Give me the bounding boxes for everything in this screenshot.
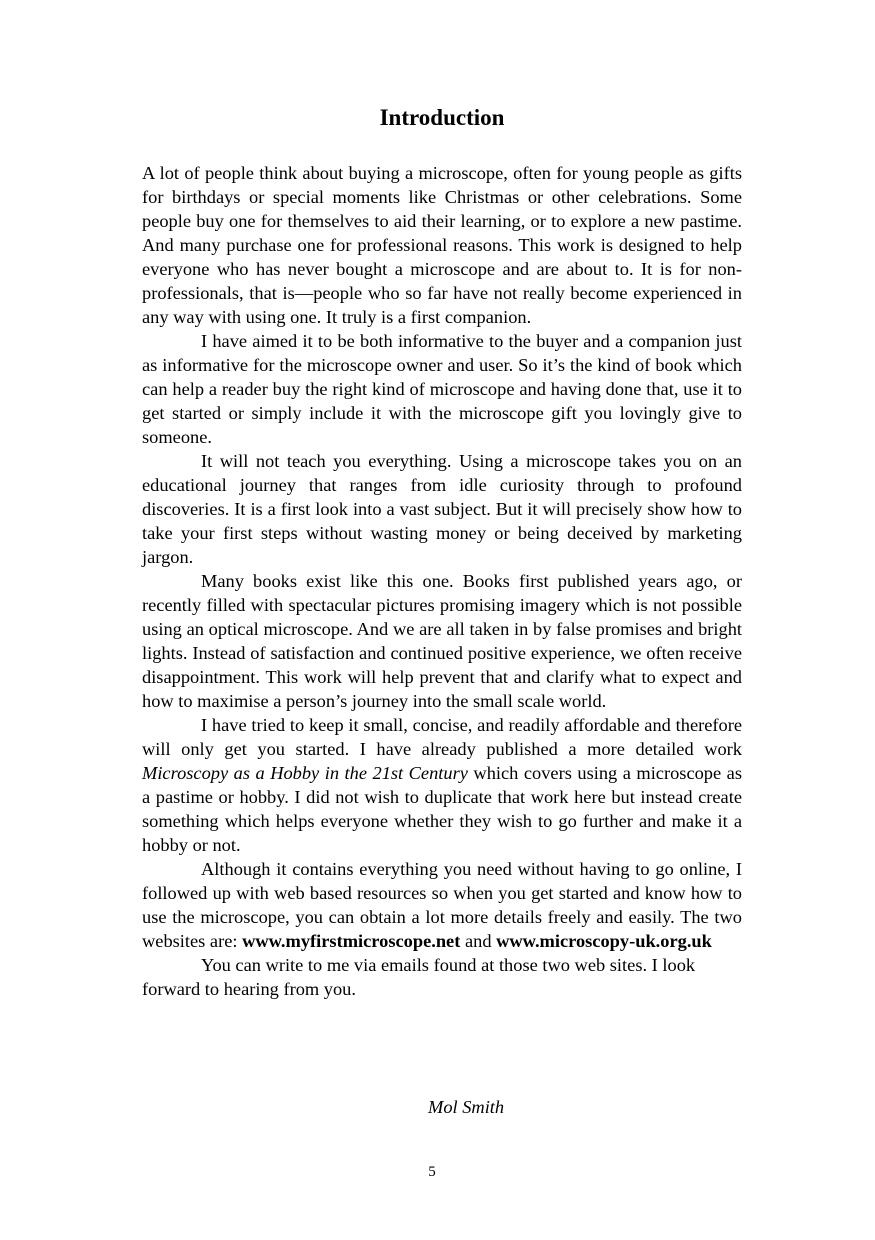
paragraph-5-text-after: which covers using a microscope as a pastime or hobby. I did not wish to duplicate that work here but instead create something which helps everyone whether they wish to go further and make it a hobby or not. xyxy=(142,763,742,855)
paragraph-3: It will not teach you everything. Using a microscope takes you on an educational journey that ranges from idle curiosity through to profound discoveries. It is a first look into a vast subject. But it will precisely show how to take your first steps without wasting money or being deceived by marketing jargon. xyxy=(142,451,742,567)
paragraph-4: Many books exist like this one. Books first published years ago, or recently filled with spectacular pictures promising imagery which is not possible using an optical microscope. And we are all taken in by false promises and bright lights. Instead of satisfaction and continued positive experience, we often receive disappointment. This work will help prevent that and clarify what to expect and how to maximise a person’s journey into the small scale world. xyxy=(142,571,742,711)
website-1: www.myfirstmicroscope.net xyxy=(242,931,461,951)
paragraph-6-text-middle: and xyxy=(460,931,497,951)
paragraph-6-text-before: Although it contains everything you need without having to go online, I followed up with web based resources so when you get started and know how to use the microscope, you can obtain a lot more details freely and easily. The two websites are: xyxy=(142,859,742,951)
paragraph-5 xyxy=(142,713,742,857)
introduction-body xyxy=(142,161,742,1001)
book-title-reference: Microscopy as a Hobby in the 21st Century xyxy=(142,763,468,783)
page-number: 5 xyxy=(428,1164,436,1180)
author-signature: Mol Smith xyxy=(428,1097,505,1117)
website-2: www.microscopy-uk.org.uk xyxy=(496,931,712,951)
paragraph-6 xyxy=(142,857,742,953)
page-title: Introduction xyxy=(379,105,505,130)
paragraph-1: A lot of people think about buying a microscope, often for young people as gifts for birthdays or special moments like Christmas or other celebrations. Some people buy one for themselves to aid their learning, or to explore a new pastime. And many purchase one for professional reasons. This work is designed to help everyone who has never bought a microscope and are about to. It is for non-professionals, that is—people who so far have not really become experienced in any way with using one. It truly is a first companion. xyxy=(142,163,742,327)
paragraph-5-text-before: I have tried to keep it small, concise, and readily affordable and therefore will only get you started. I have already published a more detailed work xyxy=(142,715,742,759)
paragraph-7: You can write to me via emails found at those two web sites. I look forward to hearing from you. xyxy=(142,955,696,999)
paragraph-2: I have aimed it to be both informative to the buyer and a companion just as informative for the microscope owner and user. So it’s the kind of book which can help a reader buy the right kind of microscope and having done that, use it to get started or simply include it with the microscope gift you lovingly give to someone. xyxy=(142,331,742,447)
